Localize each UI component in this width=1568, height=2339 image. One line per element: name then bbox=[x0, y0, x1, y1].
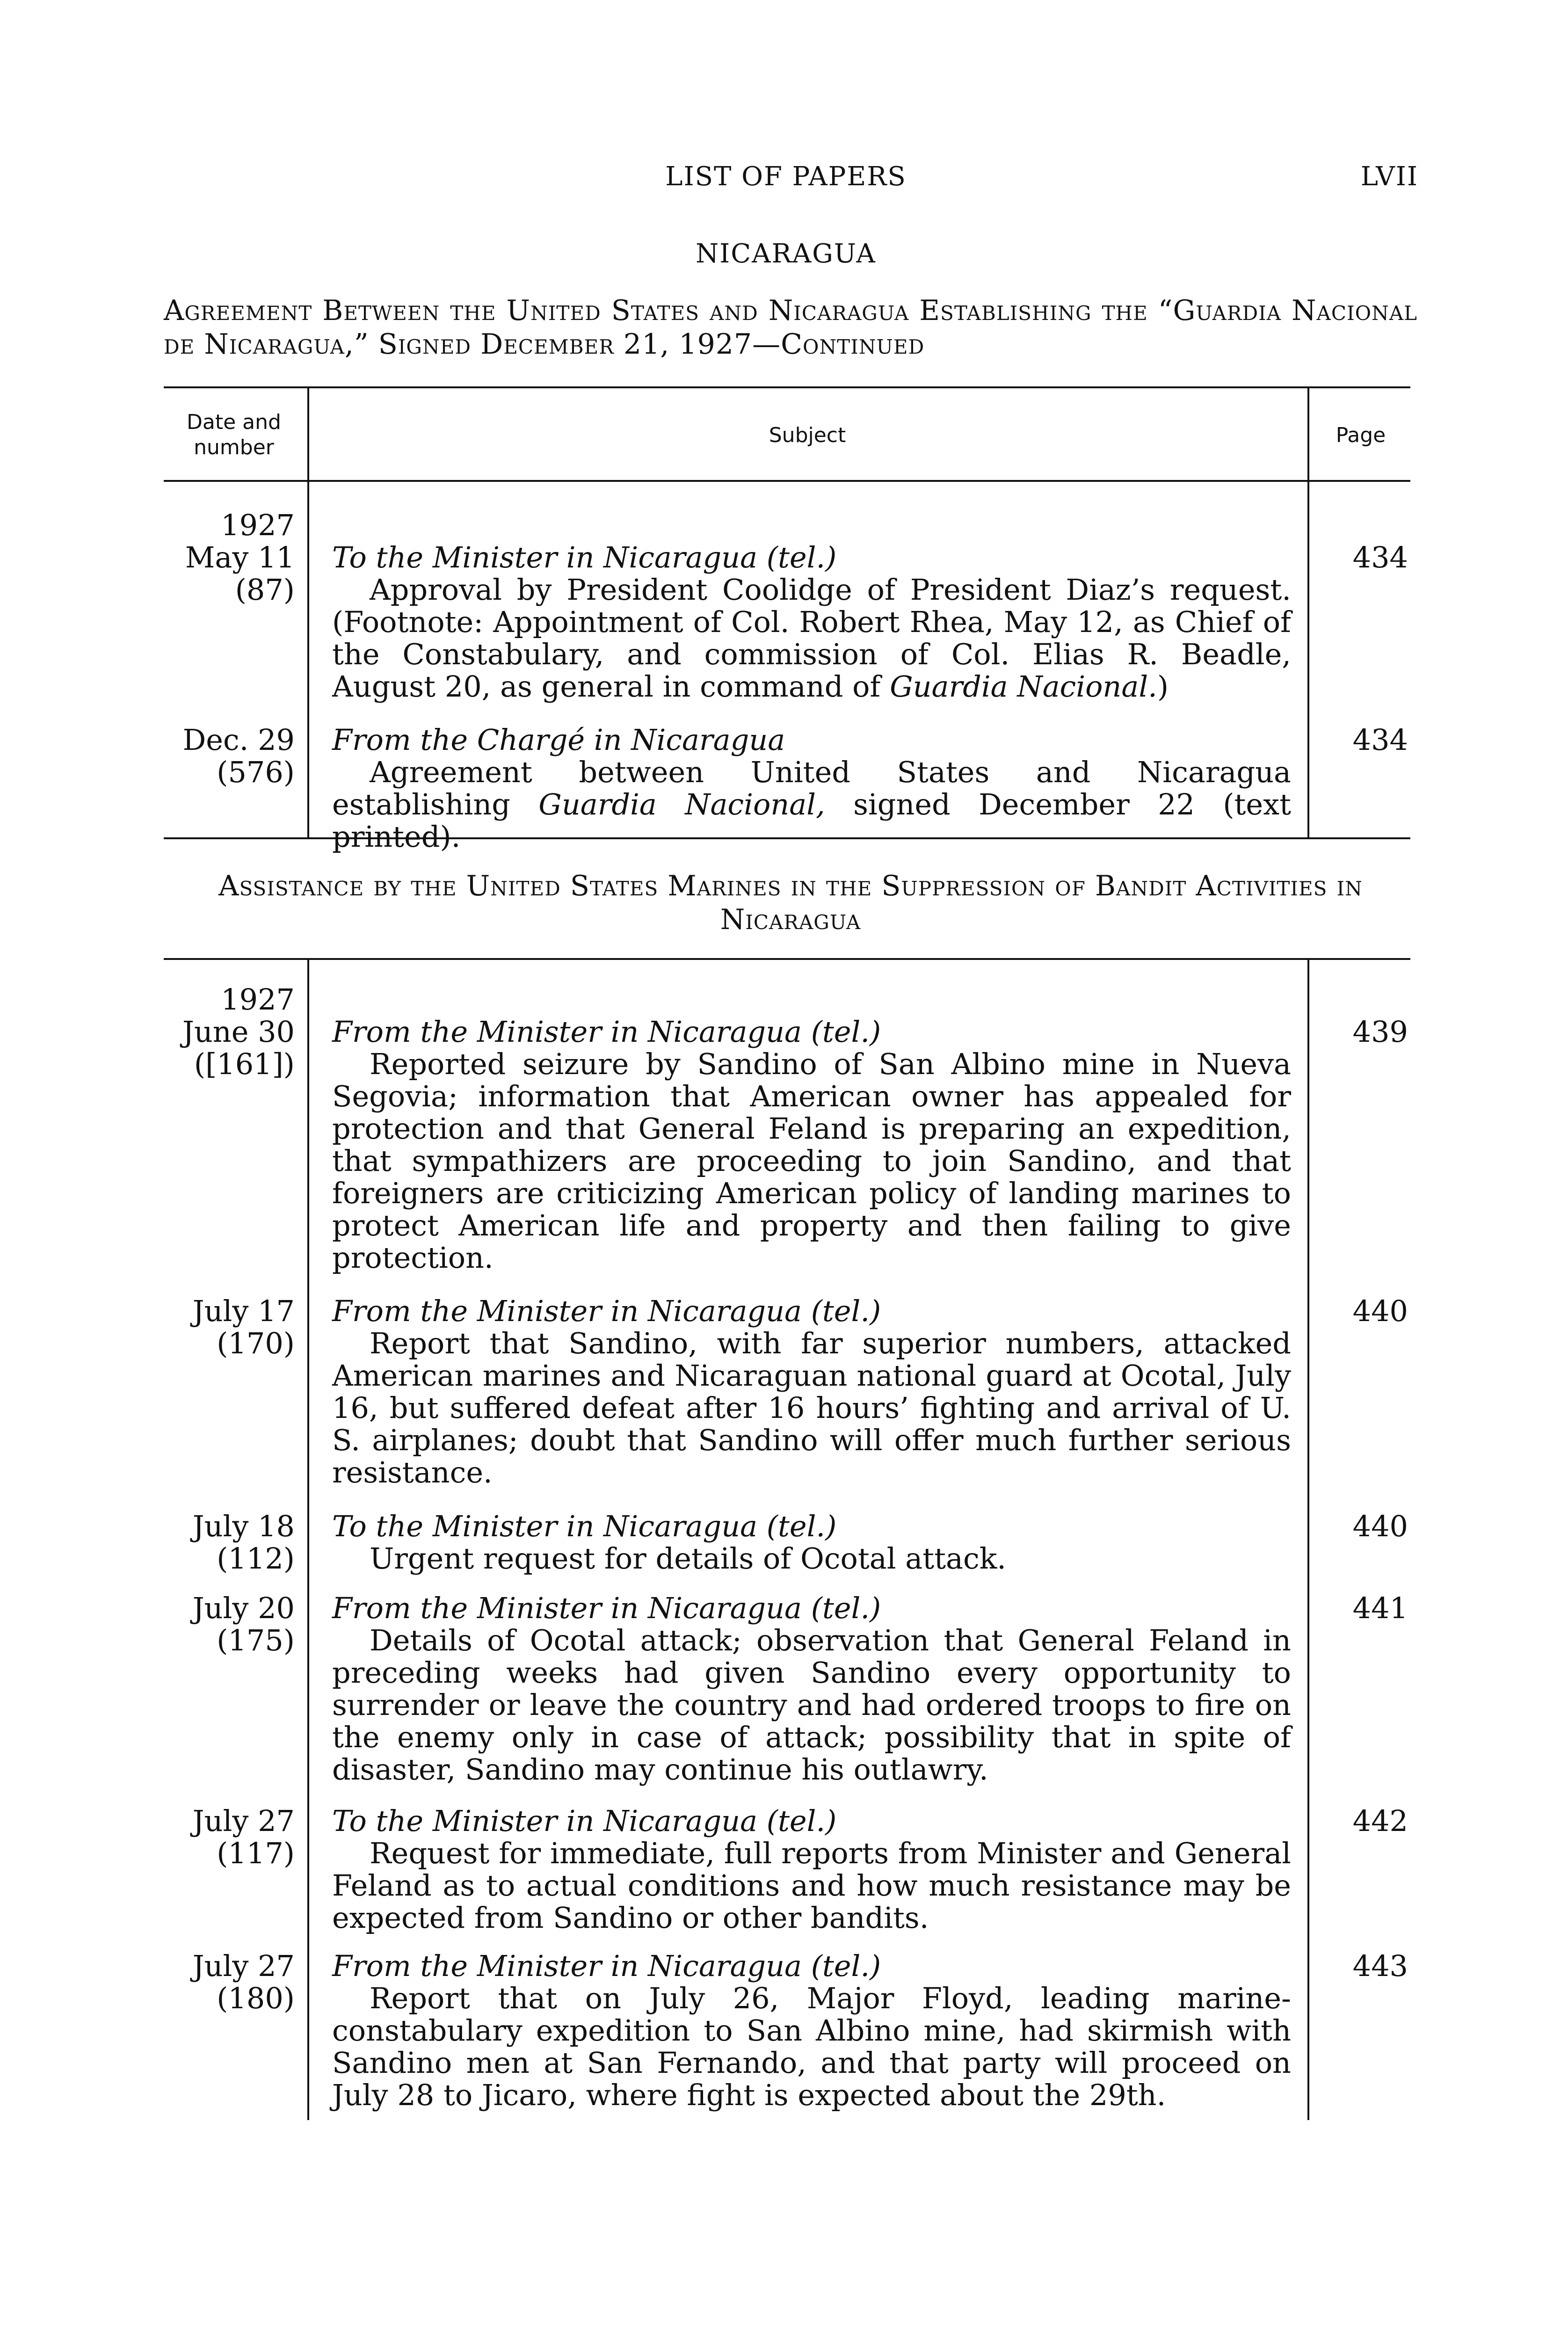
entry-number: (117) bbox=[217, 1836, 295, 1870]
entry-page: 442 bbox=[1352, 1804, 1408, 1838]
entry-subject bbox=[332, 1805, 1291, 1934]
section-title-assistance: Assistance by the United States Marines in the Suppression of Bandit Activities in Nicaragua bbox=[218, 870, 1363, 936]
entry-description: Agreement between United States and Nicaragua establishing Guardia Nacional, signed December 22 (text printed). bbox=[332, 755, 1292, 854]
entry-page: 439 bbox=[1352, 1015, 1408, 1049]
table-header-rule bbox=[164, 480, 1410, 482]
table-row bbox=[159, 724, 295, 788]
table-row bbox=[159, 983, 295, 1080]
entry-number: (576) bbox=[217, 755, 295, 789]
entry-subject bbox=[332, 1016, 1291, 1274]
table-row bbox=[159, 1295, 295, 1359]
entry-date: July 20 bbox=[192, 1591, 295, 1625]
column-header-subject: Subject bbox=[769, 423, 846, 447]
entry-from: To the Minister in Nicaragua (tel.) bbox=[332, 1509, 837, 1543]
entry-page: 440 bbox=[1352, 1509, 1408, 1543]
entry-number: (112) bbox=[217, 1541, 295, 1576]
entry-from: From the Chargé in Nicaragua bbox=[332, 723, 785, 757]
entry-number: ([161]) bbox=[194, 1047, 295, 1081]
entry-description: Report that on July 26, Major Floyd, leading marine-constabulary expedition to San Albino mine, had skirmish with Sandino men at San Fernando, and that party will proceed on July 28 to Jicaro, where fight is expected about the 29th. bbox=[332, 1981, 1291, 2112]
table-row bbox=[159, 1805, 295, 1869]
table-top-rule bbox=[164, 386, 1410, 388]
entry-date: May 11 bbox=[185, 540, 295, 574]
entry-page: 443 bbox=[1352, 1949, 1408, 1983]
entry-page: 441 bbox=[1352, 1591, 1408, 1625]
entry-subject bbox=[332, 724, 1291, 853]
entry-from: To the Minister in Nicaragua (tel.) bbox=[332, 1804, 837, 1838]
entry-page: 440 bbox=[1352, 1294, 1408, 1328]
entry-date: July 27 bbox=[192, 1804, 295, 1838]
entry-date: June 30 bbox=[182, 1015, 295, 1049]
entry-subject bbox=[332, 1295, 1291, 1489]
entry-year: 1927 bbox=[221, 508, 295, 542]
page-title: LIST OF PAPERS bbox=[665, 161, 907, 192]
entry-description: Reported seizure by Sandino of San Albino mine in Nueva Segovia; information that American owner has appealed for protection and that General Feland is preparing an expedition, that sympathizers are proceeding to join Sandino, and that foreigners are criticizing American policy of landing marines to protect American life and property and then failing to give protection. bbox=[332, 1047, 1291, 1275]
column-rule bbox=[1307, 960, 1309, 2120]
section-top-rule bbox=[164, 958, 1410, 960]
table-row bbox=[159, 1950, 295, 2014]
entry-number: (170) bbox=[217, 1326, 295, 1360]
column-rule bbox=[1307, 482, 1309, 837]
column-header-date: Date and number bbox=[187, 410, 281, 459]
entry-description: Report that Sandino, with far superior numbers, attacked American marines and Nicaraguan national guard at Ocotal, July 16, but suffered defeat after 16 hours’ fighting and arrival of U. S. airplanes; doubt that Sandino will offer much further serious resistance. bbox=[332, 1326, 1291, 1489]
entry-description: Details of Ocotal attack; observation that General Feland in preceding weeks had given Sandino every opportunity to surrender or leave the country and had ordered troops to fire on the enemy only in case of attack; possibility that in spite of disaster, Sandino may continue his outlawry. bbox=[332, 1623, 1291, 1787]
entry-year: 1927 bbox=[221, 982, 295, 1017]
entry-from: To the Minister in Nicaragua (tel.) bbox=[332, 540, 837, 574]
entry-description: Request for immediate, full reports from Minister and General Feland as to actual conditions and how much resistance may be expected from Sandino or other bandits. bbox=[332, 1836, 1291, 1935]
table-row bbox=[159, 1510, 295, 1575]
entry-number: (180) bbox=[217, 1981, 295, 2015]
entry-from: From the Minister in Nicaragua (tel.) bbox=[332, 1949, 881, 1983]
entry-from: From the Minister in Nicaragua (tel.) bbox=[332, 1591, 881, 1625]
entry-number: (175) bbox=[217, 1623, 295, 1657]
entry-date: Dec. 29 bbox=[182, 723, 295, 757]
section-title-agreement: Agreement Between the United States and Nicaragua Establishing the “Guardia Nacional de Nicaragua,” Signed December 21, 1927—Continued bbox=[164, 294, 1417, 361]
entry-from: From the Minister in Nicaragua (tel.) bbox=[332, 1015, 881, 1049]
entry-page: 434 bbox=[1352, 723, 1408, 757]
column-header-page: Page bbox=[1336, 423, 1386, 447]
entry-date: July 18 bbox=[192, 1509, 295, 1543]
entry-page: 434 bbox=[1352, 540, 1408, 574]
column-rule bbox=[307, 960, 309, 2120]
entry-subject bbox=[332, 1950, 1291, 2111]
table-row bbox=[159, 1592, 295, 1656]
entry-subject bbox=[332, 541, 1291, 703]
entry-date: July 27 bbox=[192, 1949, 295, 1983]
entry-from: From the Minister in Nicaragua (tel.) bbox=[332, 1294, 881, 1328]
entry-date: July 17 bbox=[192, 1294, 295, 1328]
entry-subject bbox=[332, 1510, 1291, 1575]
country-heading: NICARAGUA bbox=[696, 239, 876, 269]
entry-description: Approval by President Coolidge of President Diaz’s request. (Footnote: Appointment of Col. Robert Rhea, May 12, as Chief of the Constabulary, and commission of Col. Elias R. Beadle, August 20, as general in command of Guardia Nacional.) bbox=[332, 573, 1291, 704]
entry-number: (87) bbox=[235, 573, 295, 607]
table-row bbox=[159, 509, 295, 606]
page-number: LVII bbox=[1360, 161, 1418, 192]
column-rule bbox=[307, 482, 309, 837]
entry-description: Urgent request for details of Ocotal attack. bbox=[370, 1541, 1007, 1576]
entry-subject bbox=[332, 1592, 1291, 1786]
